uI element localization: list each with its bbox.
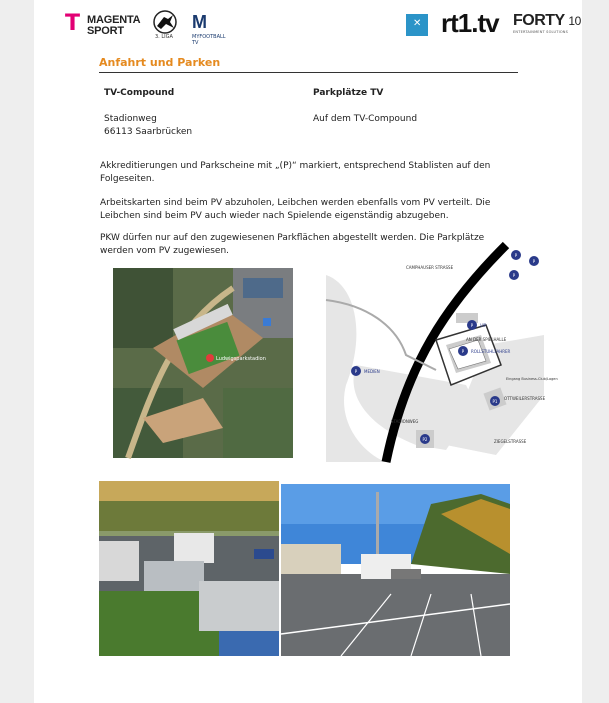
marker-medien-label: MEDIEN: [364, 369, 380, 374]
tv-compound-column: [104, 87, 284, 139]
street-ottweiler: OTTWEILERSTRASSE: [504, 396, 546, 401]
magenta-line2: SPORT: [87, 25, 124, 37]
marker-rollstuhl-label: ROLLSTUHLFAHRER: [471, 349, 511, 354]
document-page: [34, 0, 582, 703]
forty-word: FORTY: [513, 12, 565, 29]
paragraph-worksheets: Arbeitskarten sind beim PV abzuholen, Leibchen werden ebenfalls vom PV verteilt. Die Leibchen sind beim PV auch wieder nach Spielende eigenständig abzugeben.: [100, 198, 491, 221]
logo-bar: [34, 0, 582, 50]
liga-logo: [147, 10, 183, 42]
svg-text:P: P: [512, 273, 516, 278]
blue-square-logo: [406, 14, 428, 36]
street-camphauser: CAMPHAUSER STRASSE: [406, 265, 454, 270]
forty-num: 10: [568, 14, 581, 28]
myfootball-logo: [192, 12, 226, 46]
blue-square-mark: ✕: [413, 18, 422, 29]
street-spielhalle: AN DER SPIELHALLE: [466, 337, 507, 342]
forty-sub: ENTERTAINMENT SOLUTIONS: [513, 30, 569, 34]
svg-text:P: P: [354, 369, 358, 374]
svg-text:P1: P1: [492, 399, 498, 404]
marker-vip-label: VIP: [480, 323, 487, 328]
svg-text:P: P: [532, 259, 536, 264]
aerial-label: Ludwigsparkstadion: [216, 356, 266, 362]
address-street: Stadionweg: [104, 114, 157, 124]
paragraph-cars: PKW dürfen nur auf den zugewiesenen Parkflächen abgestellt werden. Die Parkplätze werden vom PV zugewiesen.: [100, 233, 485, 256]
parking-header: Parkplätze TV: [313, 88, 384, 98]
svg-text:P2: P2: [422, 437, 428, 442]
myfootball-m: M: [192, 12, 207, 32]
svg-text:P: P: [470, 323, 474, 328]
tv-compound-header: TV-Compound: [104, 88, 175, 98]
aerial-satellite-image: [113, 268, 293, 458]
parking-location: Auf dem TV-Compound: [313, 114, 418, 124]
photo-parking-right: [281, 484, 510, 656]
myfootball-sub: MYFOOTBALL TV: [192, 34, 226, 46]
magenta-sport-logo: [65, 11, 141, 38]
photo-compound-left: [99, 481, 279, 656]
magenta-line1: MAGENTA: [87, 14, 141, 26]
forty10-logo: [513, 12, 581, 34]
address-city: 66113 Saarbrücken: [104, 127, 193, 137]
rt1-logo: rt1.tv: [441, 8, 499, 38]
liga-label: 3. LIGA: [155, 34, 173, 40]
marker-business-label: Eingang Business-Club/Logen: [506, 377, 558, 381]
player-silhouette-icon: [147, 10, 183, 34]
svg-text:P: P: [514, 253, 518, 258]
telekom-t-icon: T: [65, 11, 81, 36]
section-heading: Anfahrt und Parken: [99, 56, 518, 73]
paragraph-accreditation: Akkreditierungen und Parkscheine mit „(P)“ markiert, entsprechend Stablisten auf den Folgeseiten.: [100, 161, 491, 184]
site-map: [326, 245, 558, 462]
street-ziegel: ZIEGELSTRASSE: [494, 439, 527, 444]
parking-column: [313, 87, 513, 126]
street-stadionweg: STADIONWEG: [391, 419, 419, 424]
svg-text:P: P: [461, 349, 465, 354]
